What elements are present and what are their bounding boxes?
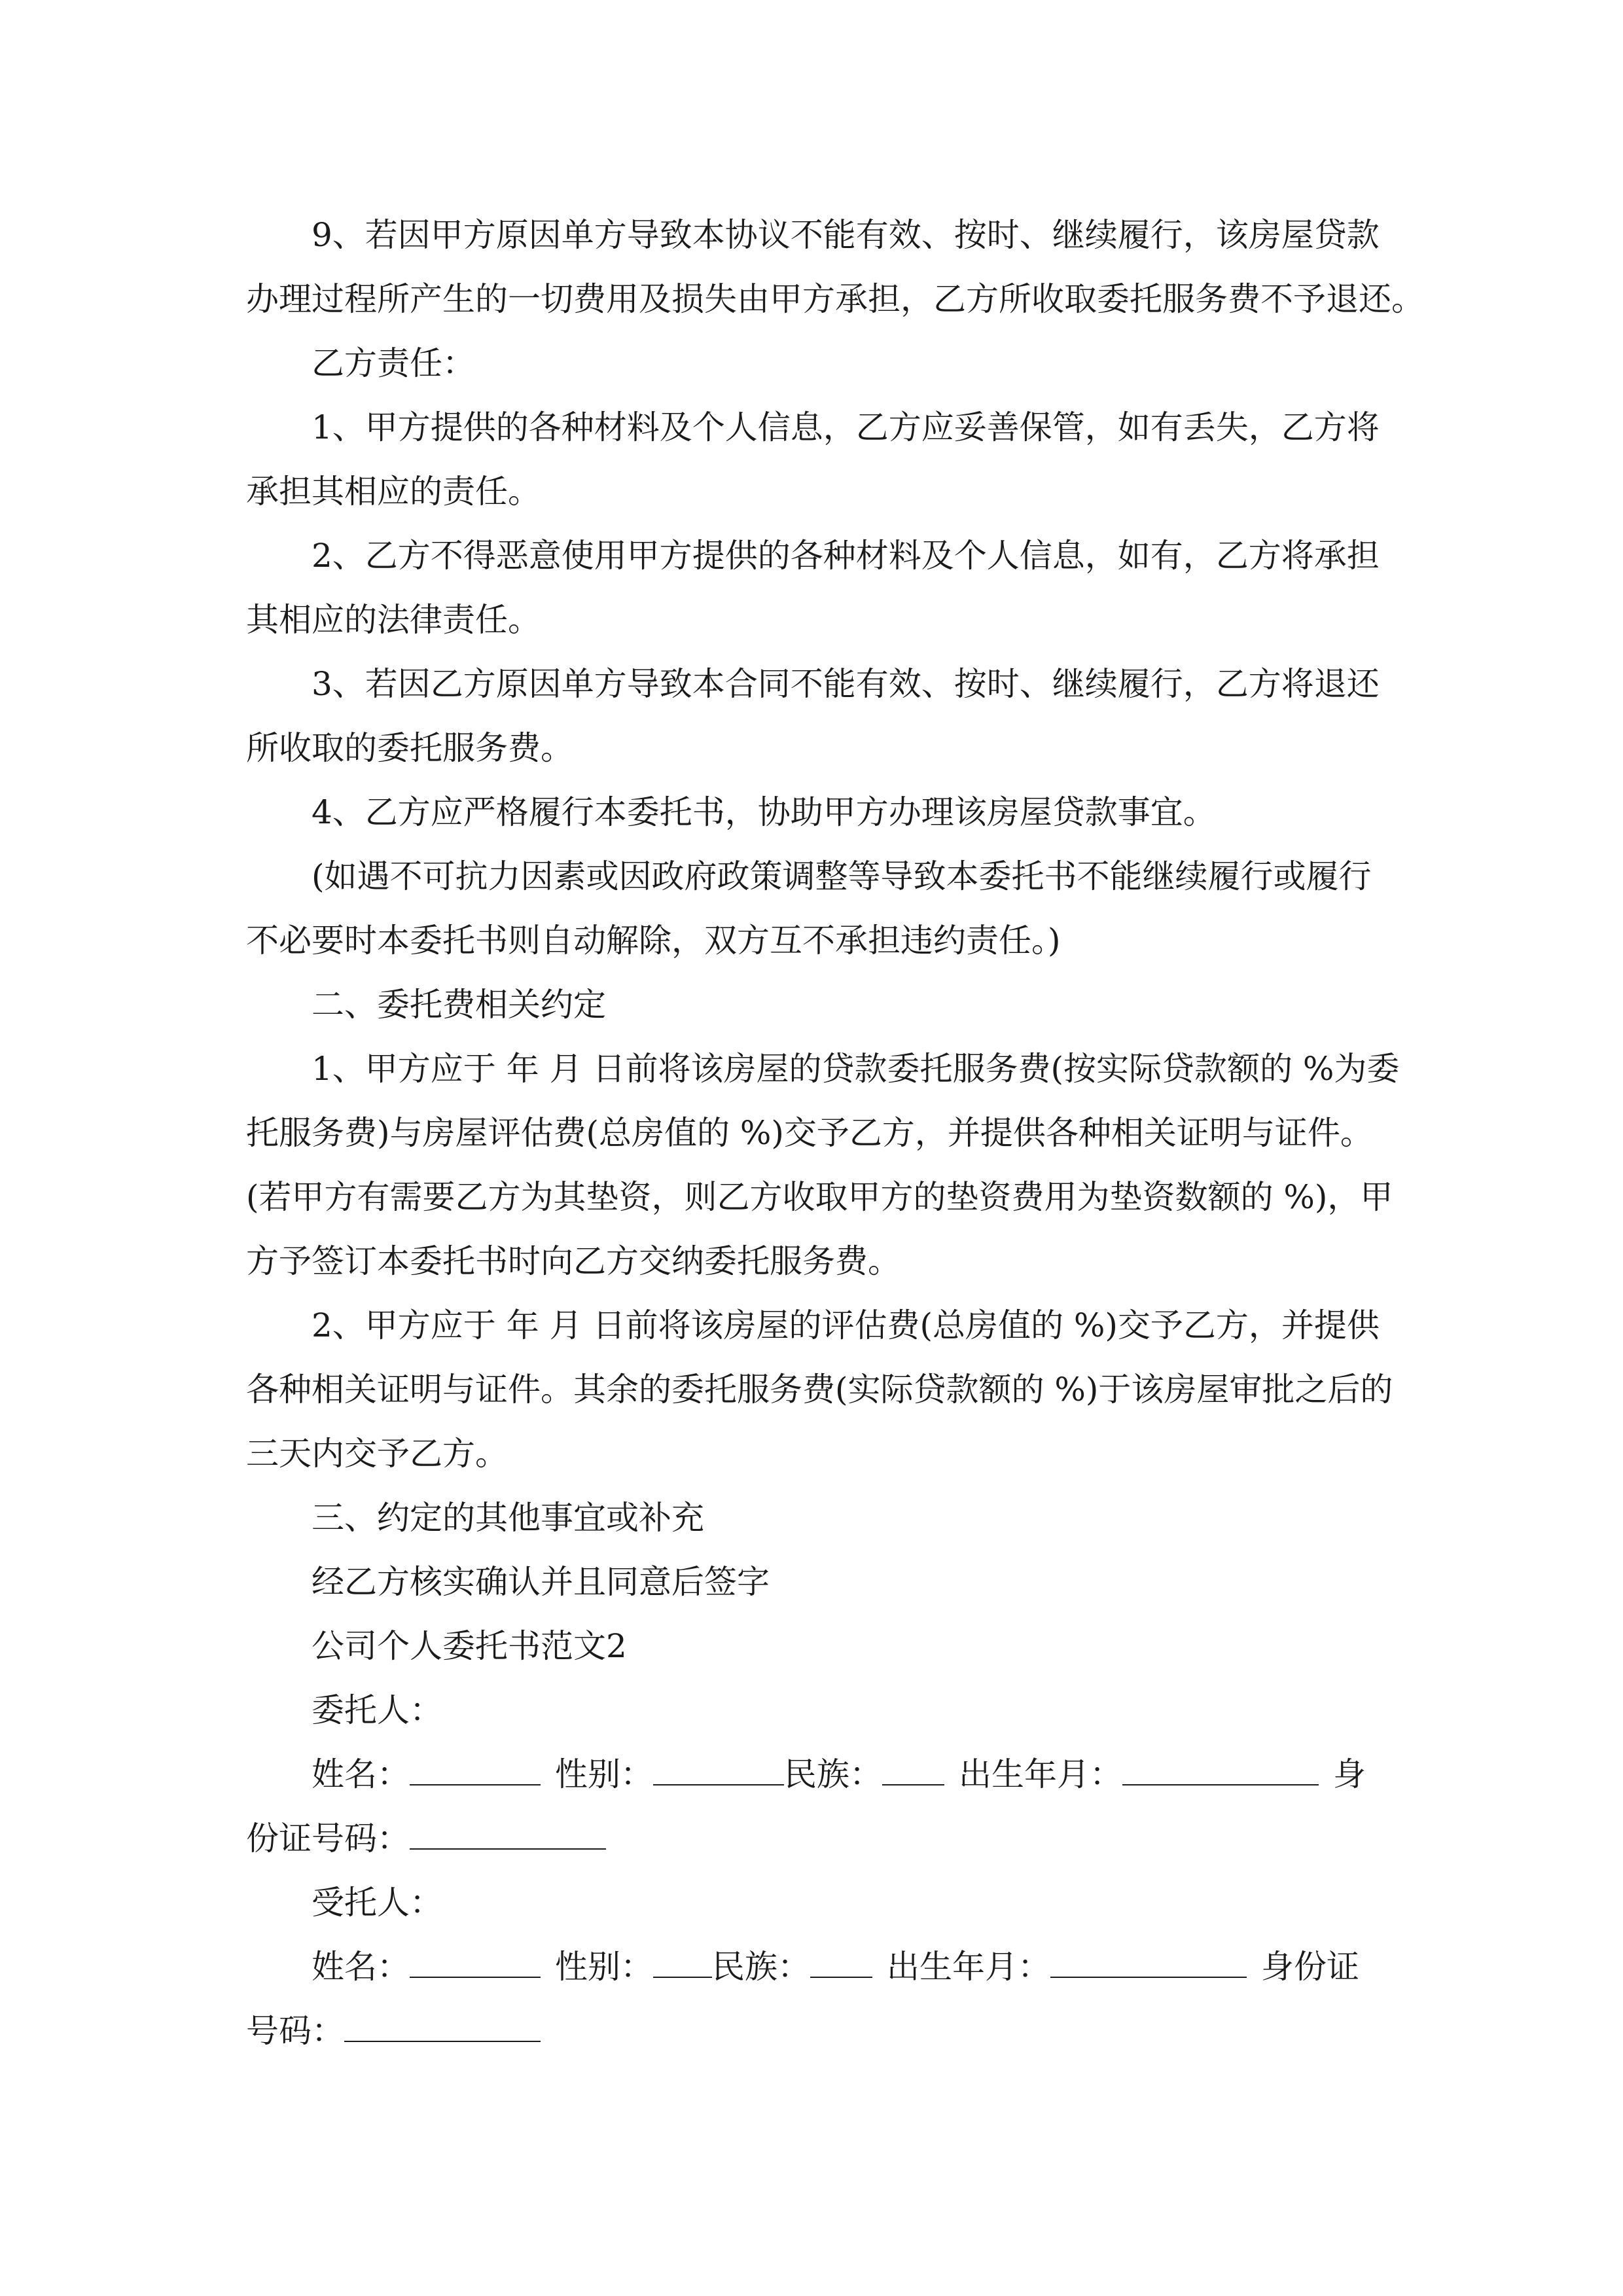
principal-form-row: [246, 1742, 1365, 1806]
agent-form-row: [246, 1999, 1365, 2063]
id-label: 身: [1333, 1755, 1366, 1793]
gender-label: 性别：: [555, 1948, 653, 1986]
document-subtitle: 公司个人委托书范文2: [312, 1627, 627, 1665]
ethnicity-blank[interactable]: [810, 1945, 872, 1978]
gender-blank[interactable]: [653, 1753, 784, 1785]
gender-label: 性别：: [555, 1755, 653, 1793]
id-label: 身份证: [1261, 1948, 1359, 1986]
paragraph-line: 9、若因甲方原因单方导致本协议不能有效、按时、继续履行，该房屋贷款: [312, 216, 1380, 254]
document-body: [246, 203, 1424, 2063]
birth-blank[interactable]: [1050, 1945, 1247, 1978]
id-number-blank[interactable]: [410, 1817, 606, 1850]
ethnicity-label: 民族：: [712, 1948, 810, 1986]
paragraph-line: 办理过程所产生的一切费用及损失由甲方承担，乙方所收取委托服务费不予退还。: [246, 280, 1424, 318]
paragraph-line: (如遇不可抗力因素或因政府政策调整等导致本委托书不能继续履行或履行: [312, 857, 1372, 895]
paragraph-line: 2、乙方不得恶意使用甲方提供的各种材料及个人信息，如有，乙方将承担: [312, 537, 1380, 575]
paragraph-line: 承担其相应的责任。: [246, 473, 541, 511]
name-label: 姓名：: [312, 1948, 410, 1986]
ethnicity-blank[interactable]: [882, 1753, 944, 1785]
principal-heading: 委托人：: [312, 1691, 442, 1729]
birth-label: 出生年月：: [887, 1948, 1050, 1986]
name-label: 姓名：: [312, 1755, 410, 1793]
birth-blank[interactable]: [1122, 1753, 1319, 1785]
paragraph-line: 经乙方核实确认并且同意后签字: [312, 1563, 770, 1601]
id-label: 份证号码：: [246, 1820, 410, 1857]
ethnicity-label: 民族：: [784, 1755, 882, 1793]
paragraph-line: 各种相关证明与证件。其余的委托服务费(实际贷款额的 %)于该房屋审批之后的: [246, 1371, 1393, 1408]
paragraph-line: 托服务费)与房屋评估费(总房值的 %)交予乙方，并提供各种相关证明与证件。: [246, 1114, 1373, 1152]
section-heading: 二、委托费相关约定: [312, 986, 606, 1024]
paragraph-line: 其相应的法律责任。: [246, 601, 541, 639]
paragraph-line: 所收取的委托服务费。: [246, 729, 573, 767]
paragraph-line: 不必要时本委托书则自动解除，双方互不承担违约责任。): [246, 922, 1061, 960]
gender-blank[interactable]: [653, 1945, 712, 1978]
name-blank[interactable]: [410, 1945, 541, 1978]
paragraph-line: 4、乙方应严格履行本委托书，协助甲方办理该房屋贷款事宜。: [312, 793, 1216, 831]
paragraph-line: 1、甲方提供的各种材料及个人信息，乙方应妥善保管，如有丢失，乙方将: [312, 408, 1380, 446]
paragraph-line: 方予签订本委托书时向乙方交纳委托服务费。: [246, 1242, 901, 1280]
paragraph-line: 3、若因乙方原因单方导致本合同不能有效、按时、继续履行，乙方将退还: [312, 665, 1380, 703]
paragraph-line: 2、甲方应于 年 月 日前将该房屋的评估费(总房值的 %)交予乙方，并提供: [312, 1306, 1380, 1344]
paragraph-line: 三天内交予乙方。: [246, 1435, 508, 1473]
id-number-blank[interactable]: [344, 2009, 541, 2042]
section-heading: 三、约定的其他事宜或补充: [312, 1499, 704, 1537]
agent-heading: 受托人：: [312, 1884, 442, 1922]
principal-form-row: [246, 1806, 1365, 1871]
agent-form-row: [246, 1935, 1365, 1999]
paragraph-line: (若甲方有需要乙方为其垫资，则乙方收取甲方的垫资费用为垫资数额的 %)，甲: [246, 1178, 1393, 1216]
id-label: 号码：: [246, 2012, 344, 2050]
name-blank[interactable]: [410, 1753, 541, 1785]
paragraph-line: 1、甲方应于 年 月 日前将该房屋的贷款委托服务费(按实际贷款额的 %为委: [312, 1050, 1400, 1088]
birth-label: 出生年月：: [959, 1755, 1122, 1793]
section-heading: 乙方责任：: [312, 344, 475, 382]
